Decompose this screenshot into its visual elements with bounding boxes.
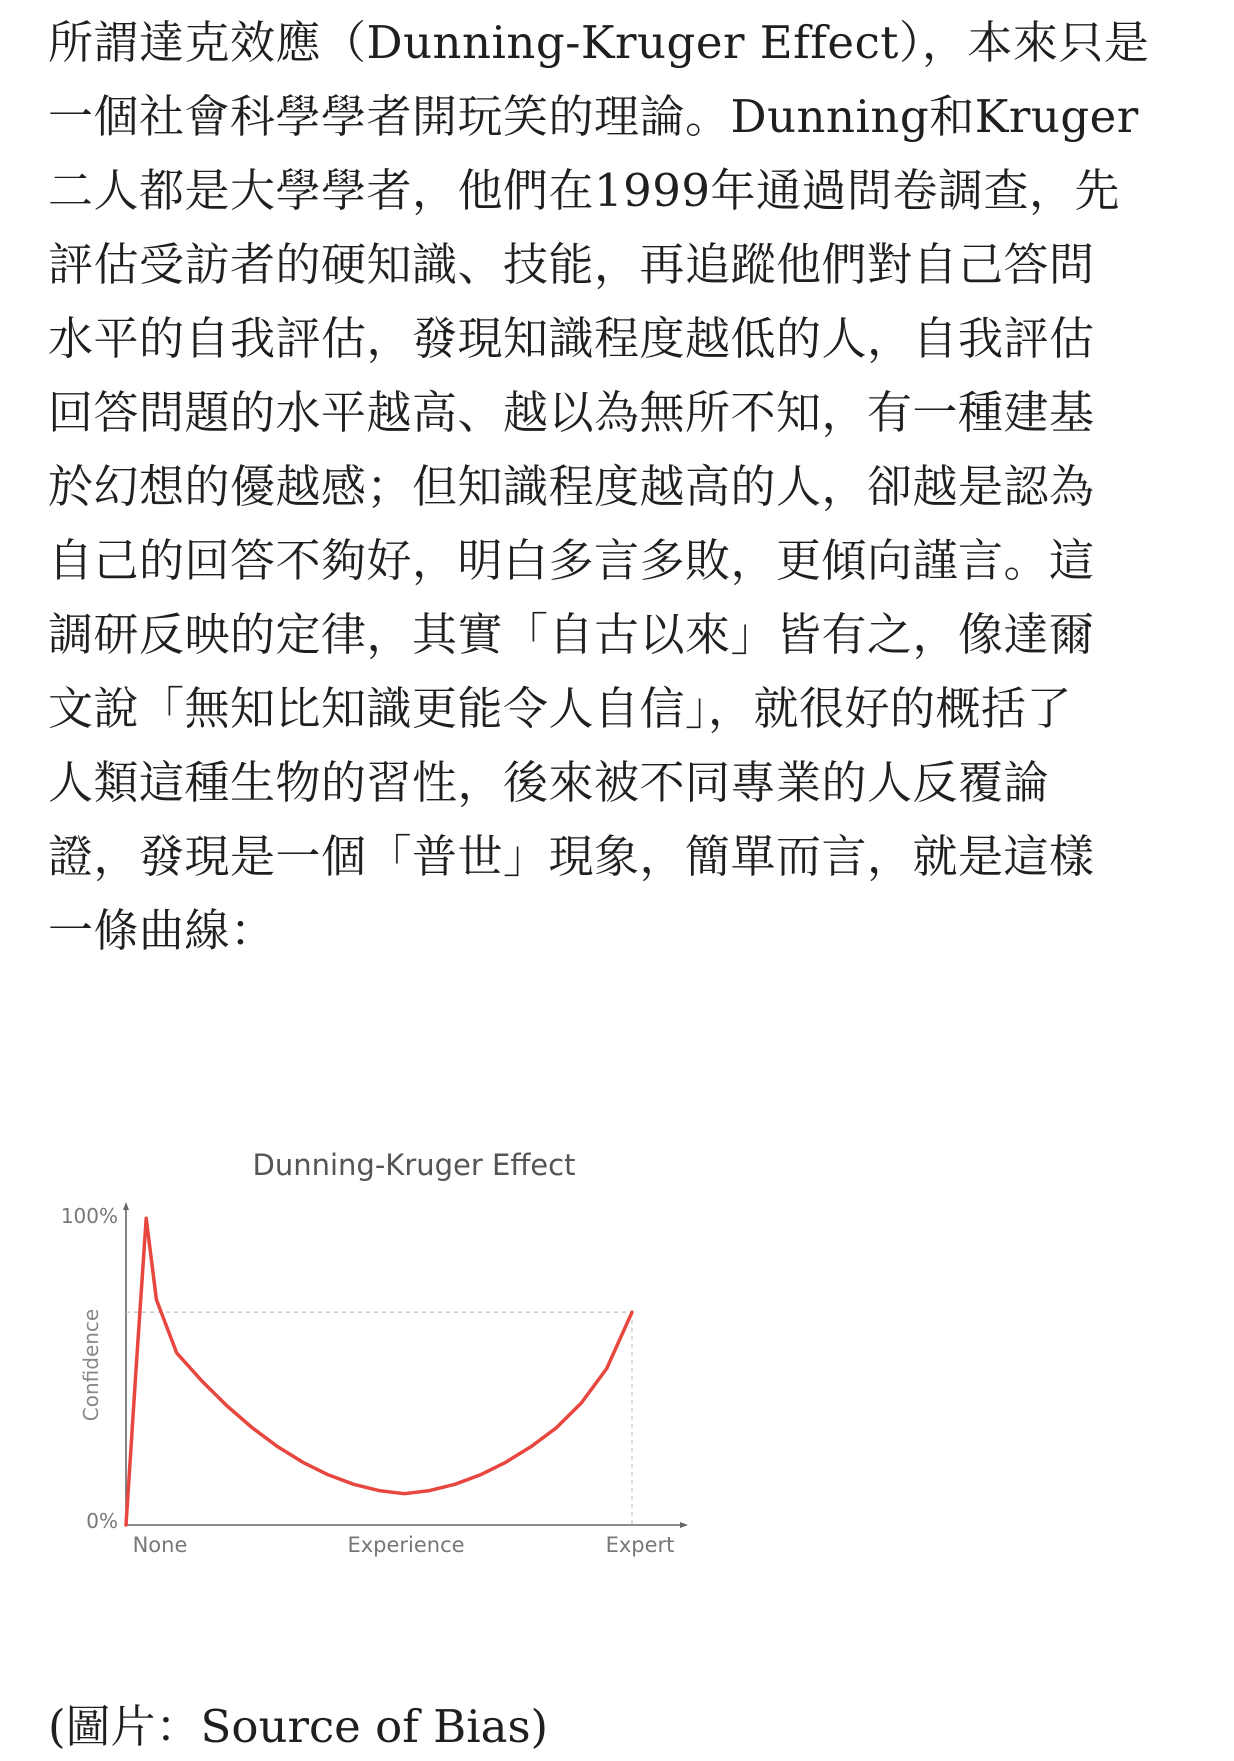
figure-caption: (圖片：Source of Bias): [48, 1700, 549, 1753]
chart-title: Dunning-Kruger Effect: [252, 1148, 576, 1182]
x-tick-label-expert: Expert: [605, 1533, 675, 1557]
y-axis-label: Confidence: [79, 1308, 103, 1422]
y-tick-label-100: 100%: [60, 1204, 118, 1228]
paragraph-line: 二人都是大學學者，他們在1999年通過問卷調查，先: [48, 164, 1121, 217]
paragraph-line: 水平的自我評估，發現知識程度越低的人，自我評估: [48, 312, 1095, 365]
reference-lines: [126, 1312, 632, 1525]
series-line-0: [126, 1218, 632, 1525]
x-axis-arrow-icon: [680, 1522, 688, 1528]
x-tick-label-experience: Experience: [347, 1533, 465, 1557]
paragraph-line: 一個社會科學學者開玩笑的理論。Dunning和Kruger: [48, 90, 1139, 143]
paragraph-line: 自己的回答不夠好，明白多言多敗，更傾向謹言。這: [48, 534, 1095, 587]
dunning-kruger-chart: [40, 1120, 720, 1620]
paragraph-line: 一條曲線：: [48, 904, 276, 957]
paragraph-line: 所謂達克效應（Dunning-Kruger Effect），本來只是: [48, 16, 1150, 69]
paragraph-line: 回答問題的水平越高、越以為無所不知，有一種建基: [48, 386, 1095, 439]
dunning-kruger-figure: [40, 1120, 720, 1620]
y-axis-arrow-icon: [123, 1202, 129, 1210]
x-tick-label-none: None: [132, 1533, 188, 1557]
paragraph-line: 證，發現是一個「普世」現象，簡單而言，就是這樣: [48, 830, 1095, 883]
paragraph-line: 調研反映的定律，其實「自古以來」皆有之，像達爾: [48, 608, 1095, 661]
y-tick-label-0: 0%: [86, 1509, 118, 1533]
paragraph-line: 於幻想的優越感；但知識程度越高的人，卻越是認為: [48, 460, 1095, 513]
series-layer: [126, 1218, 632, 1525]
paragraph-line: 文說「無知比知識更能令人自信」，就很好的概括了: [48, 682, 1073, 735]
paragraph-line: 評估受訪者的硬知識、技能，再追蹤他們對自己答問: [48, 238, 1095, 291]
paragraph-line: 人類這種生物的習性，後來被不同專業的人反覆論: [48, 756, 1050, 809]
